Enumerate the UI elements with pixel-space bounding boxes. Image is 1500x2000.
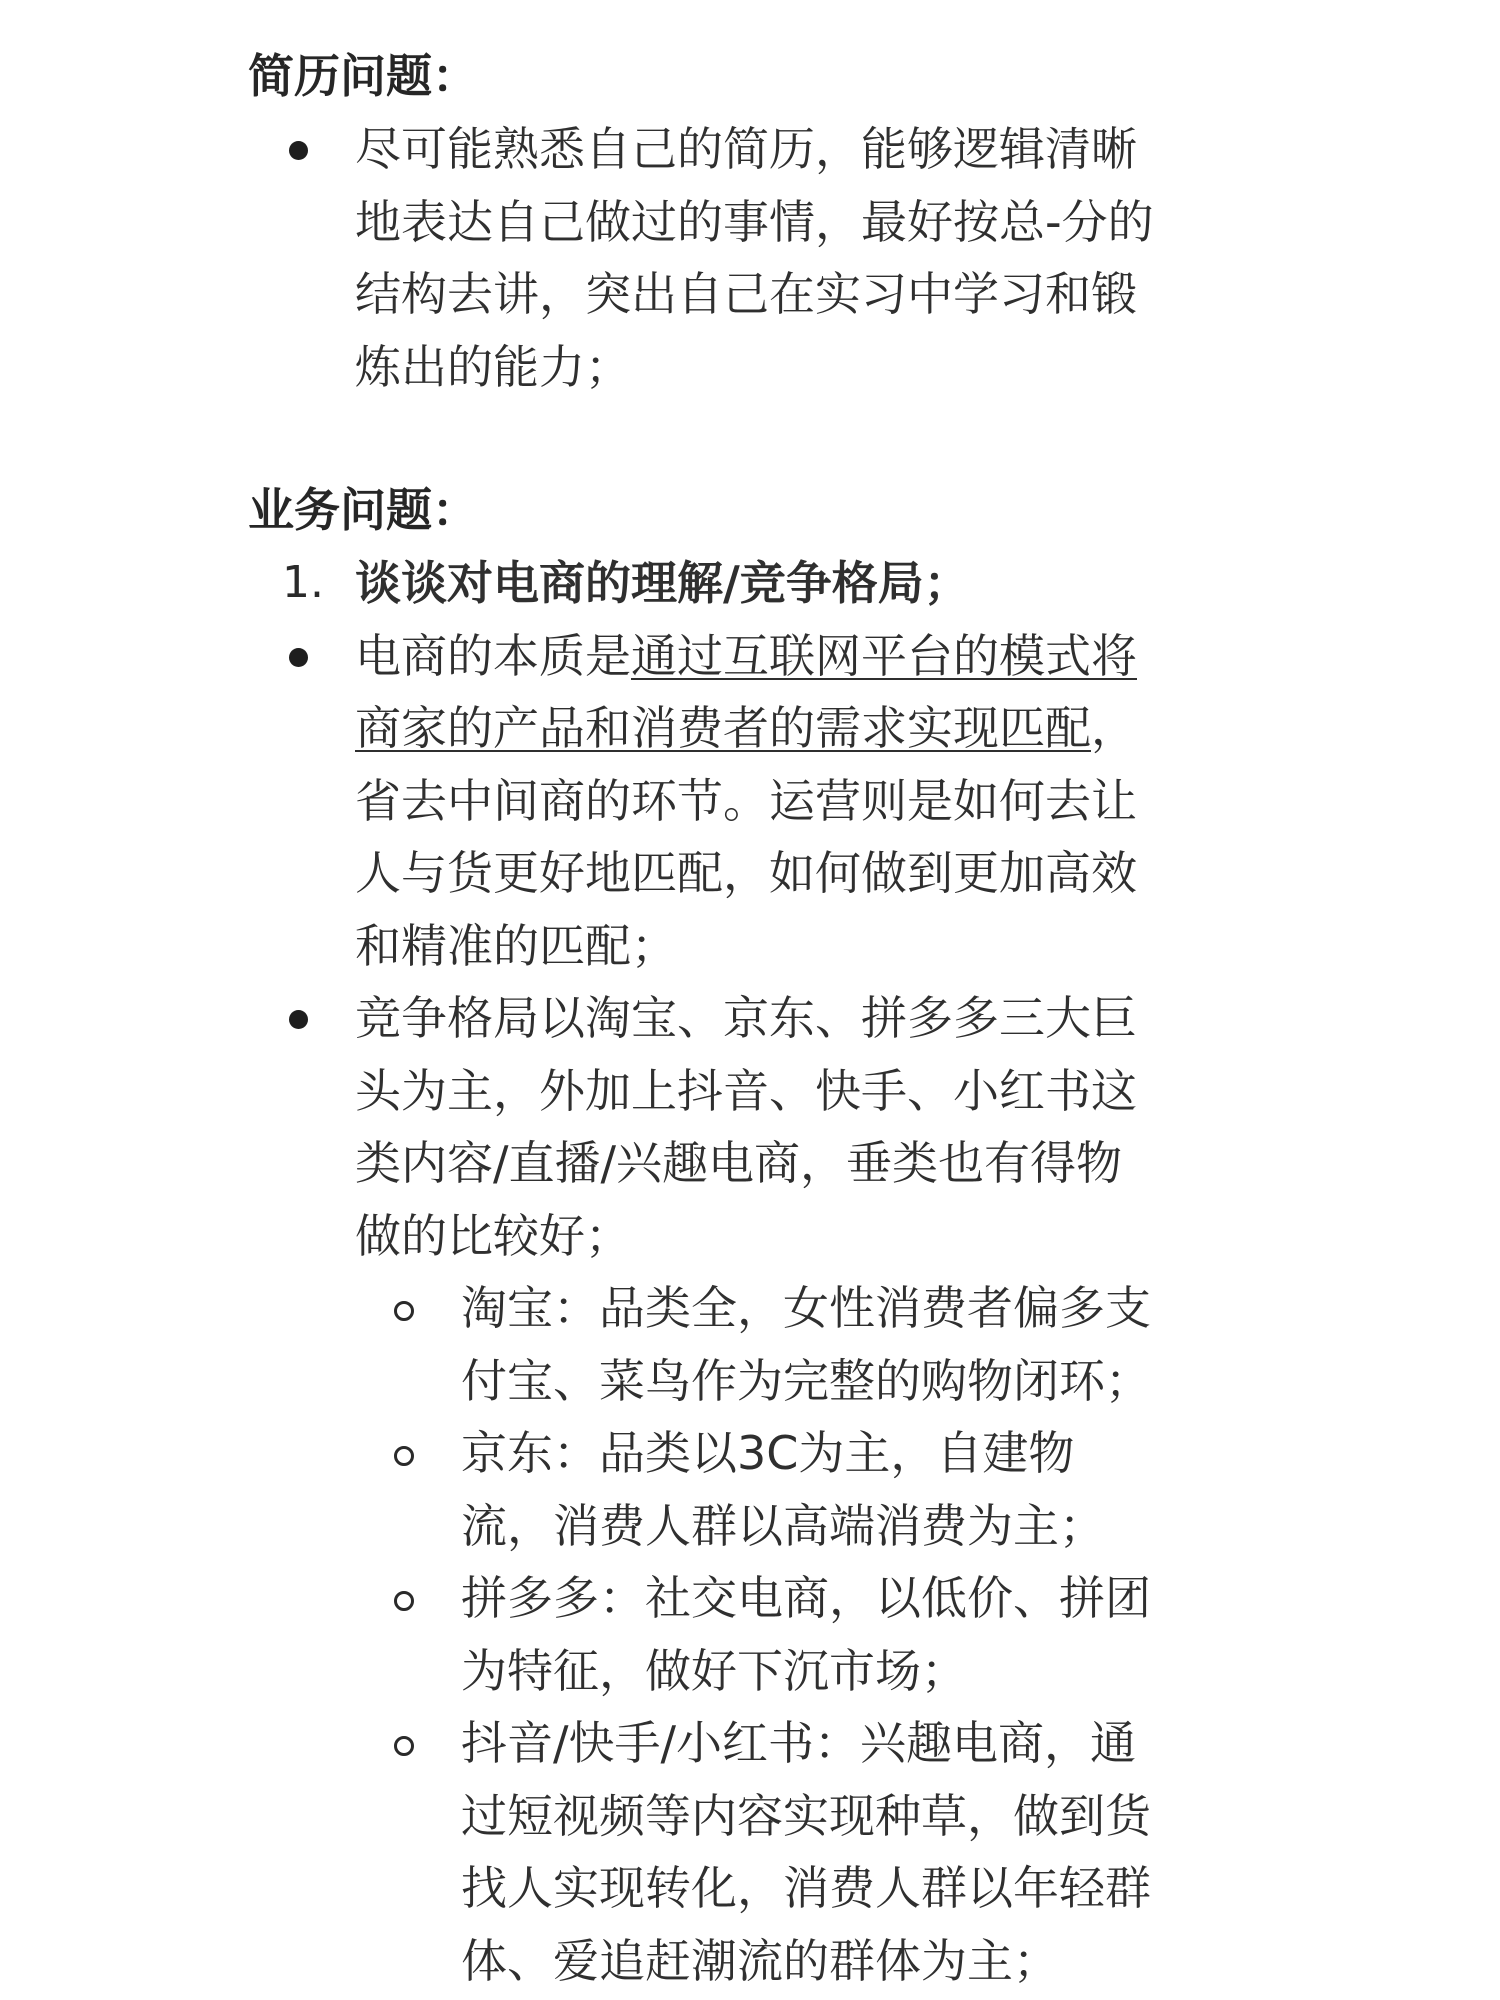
underlined-text: 通过互联网平台的模式将 xyxy=(631,628,1137,683)
section-heading-resume: 简历问题： xyxy=(248,49,478,103)
list-item xyxy=(248,113,1388,403)
list-item xyxy=(248,982,1388,1272)
circle-bullet-icon xyxy=(394,1301,414,1321)
text-line: 结构去讲，突出自己在实习中学习和锻 xyxy=(355,267,1137,321)
text-line: 地表达自己做过的事情，最好按总-分的 xyxy=(355,194,1154,249)
text-line: 体、爱追赶潮流的群体为主； xyxy=(461,1933,1059,1988)
bullet-marker xyxy=(248,982,318,1055)
text-line: 类内容/直播/兴趣电商，垂类也有得物 xyxy=(355,1136,1122,1190)
business-list xyxy=(248,547,1388,1997)
text-line: 京东：品类以3C为主，自建物 xyxy=(461,1426,1075,1480)
bullet-dot-icon xyxy=(289,141,308,160)
text-segment: ， xyxy=(1091,701,1137,755)
text-segment: 电商的本质是 xyxy=(355,628,631,683)
sub-list-item-pinduoduo xyxy=(248,1562,1388,1707)
text-line: 竞争格局以淘宝、京东、拼多多三大巨 xyxy=(355,991,1137,1045)
sub-list-item-taobao xyxy=(248,1272,1388,1417)
question-text: 谈谈对电商的理解/竞争格局； xyxy=(355,556,970,610)
text-line: 过短视频等内容实现种草，做到货 xyxy=(461,1788,1151,1843)
circle-bullet-icon xyxy=(394,1591,414,1611)
circle-bullet-icon xyxy=(394,1446,414,1466)
number-marker xyxy=(248,547,324,620)
text-line: 付宝、菜鸟作为完整的购物闭环； xyxy=(461,1353,1151,1408)
text-line: 为特征，做好下沉市场； xyxy=(461,1643,967,1698)
section-heading-business: 业务问题： xyxy=(248,483,478,537)
item-number: 1. xyxy=(282,557,324,608)
sub-list-item-douyin xyxy=(248,1707,1388,1997)
underlined-text: 商家的产品和消费者的需求实现匹配 xyxy=(355,701,1091,755)
text-line xyxy=(355,620,1388,693)
text-line xyxy=(355,692,1388,765)
sub-list-item-jd xyxy=(248,1417,1388,1562)
text-line: 淘宝：品类全，女性消费者偏多支 xyxy=(461,1281,1151,1335)
text-line: 拼多多：社交电商，以低价、拼团 xyxy=(461,1571,1151,1625)
text-line: 和精准的匹配； xyxy=(355,918,677,973)
text-line: 人与货更好地匹配，如何做到更加高效 xyxy=(355,846,1137,900)
numbered-item xyxy=(248,547,1388,620)
text-line: 抖音/快手/小红书：兴趣电商，通 xyxy=(461,1716,1136,1770)
bullet-marker xyxy=(248,113,318,186)
list-item xyxy=(248,620,1388,983)
bullet-dot-icon xyxy=(289,1010,308,1029)
text-line: 找人实现转化，消费人群以年轻群 xyxy=(461,1861,1151,1915)
text-line: 尽可能熟悉自己的简历，能够逻辑清晰 xyxy=(355,122,1137,176)
text-line: 流，消费人群以高端消费为主； xyxy=(461,1498,1105,1553)
resume-bullet-list xyxy=(248,113,1388,403)
bullet-dot-icon xyxy=(289,648,308,667)
text-line: 省去中间商的环节。运营则是如何去让 xyxy=(355,773,1137,828)
text-line: 做的比较好； xyxy=(355,1208,631,1263)
circle-bullet-icon xyxy=(394,1736,414,1756)
text-line: 炼出的能力； xyxy=(355,339,631,394)
bullet-marker xyxy=(248,620,318,693)
text-line: 头为主，外加上抖音、快手、小红书这 xyxy=(355,1063,1137,1118)
